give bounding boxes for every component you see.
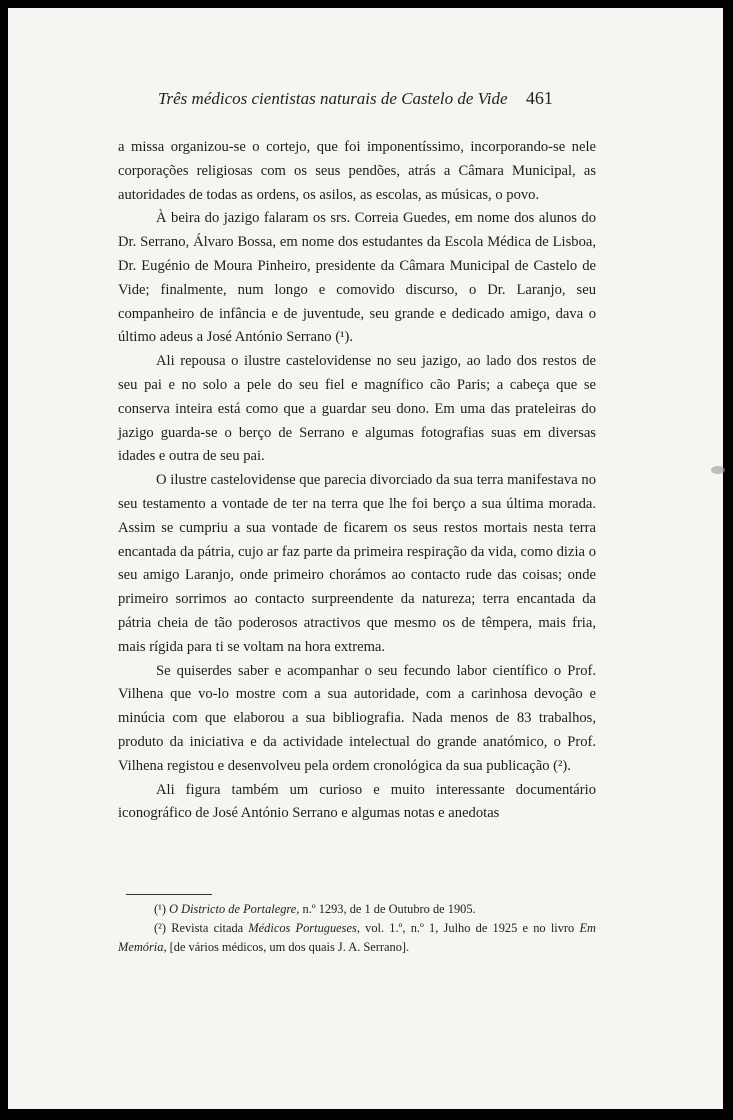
footnote-marker: (¹) [154, 902, 166, 916]
paragraph: O ilustre castelovidense que parecia divorciado da sua terra manifestava no seu testamento a vontade de ter na terra que lhe foi berço a sua última morada. Assim se cumpriu a sua vontade de ficarem os seus restos mortais nesta terra encantada da pátria, cujo ar faz parte da primeira respiração da vida, como dizia o seu amigo Laranjo, onde primeiro chorámos ao contacto rude das coisas; onde primeiro sorrimos ao contacto surpreendente da natureza; terra encantada da pátria cheia de tão poderosos atractivos que mesmo os de têmpera, mais fria, mais rígida para ti se voltam na hora extrema. [118, 472, 596, 655]
footnote-title: Em Memória [118, 921, 596, 954]
running-header [158, 88, 553, 109]
body-text [118, 136, 596, 826]
footnote [118, 900, 596, 919]
footnote [118, 919, 596, 957]
running-title: Três médicos cientistas naturais de Castelo de Vide [158, 89, 508, 108]
footnote-text: , vol. 1.º, n.º 1, Julho de 1925 e no livro [356, 921, 580, 935]
page-number: 461 [525, 88, 553, 108]
ink-smudge [711, 466, 725, 474]
document-page [8, 8, 723, 1109]
footnote-title: Médicos Portugueses [248, 921, 357, 935]
footnotes [118, 900, 596, 957]
footnote-title: O Districto de Portalegre [169, 902, 297, 916]
paragraph: Ali figura também um curioso e muito interessante documentário iconográfico de José António Serrano e algumas notas e anedotas [118, 781, 596, 822]
footnote-text: Revista citada [171, 921, 249, 935]
paragraph: a missa organizou-se o cortejo, que foi imponentíssimo, incorporando-se nele corporações religiosas com os seus pendões, atrás a Câmara Municipal, as autoridades de todas as ordens, os asilos, as escolas, as músicas, o povo. [118, 139, 596, 203]
paragraph: Ali repousa o ilustre castelovidense no seu jazigo, ao lado dos restos de seu pai e no solo a pele do seu fiel e magnífico cão Paris; a cabeça que se conserva inteira está como que a guardar seu dono. Em uma das prateleiras do jazigo guarda-se o berço de Serrano e algumas fotografias suas em diversas idades e outra de seu pai. [118, 353, 596, 465]
footnote-marker: (²) [154, 921, 166, 935]
paragraph: À beira do jazigo falaram os srs. Correia Guedes, em nome dos alunos do Dr. Serrano, Álvaro Bossa, em nome dos estudantes da Escola Médica de Lisboa, Dr. Eugénio de Moura Pinheiro, presidente da Câmara Municipal de Castelo de Vide; finalmente, num longo e comovido discurso, o Dr. Laranjo, seu companheiro de infância e de juventude, seu grande e dedicado amigo, dava o último adeus a José António Serrano (¹). [118, 210, 596, 346]
footnote-text: , n.º 1293, de 1 de Outubro de 1905. [296, 902, 476, 916]
paragraph: Se quiserdes saber e acompanhar o seu fecundo labor científico o Prof. Vilhena que vo-lo mostre com a sua autoridade, com a carinhosa devoção e minúcia com que elaborou a sua bibliografia. Nada menos de 83 trabalhos, produto da iniciativa e da actividade intelectual do grande anatómico, o Prof. Vilhena registou e desenvolveu pela ordem cronológica da sua publicação (²). [118, 662, 596, 774]
footnote-divider [126, 894, 212, 895]
footnote-text: , [de vários médicos, um dos quais J. A. Serrano]. [163, 940, 410, 954]
